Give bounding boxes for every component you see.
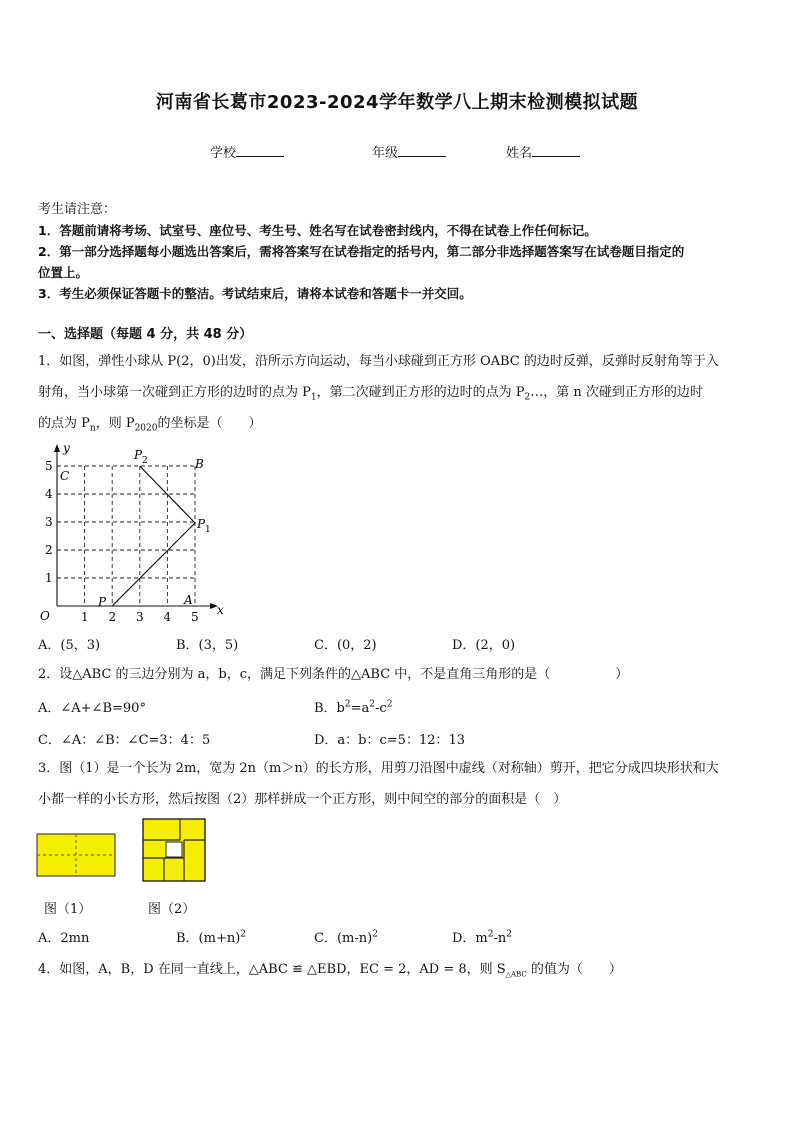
y-axis-arrow bbox=[54, 444, 60, 452]
q1-option-a[interactable]: A．(5，3) bbox=[38, 638, 101, 653]
q3-figure-1-rectangle bbox=[36, 832, 120, 880]
grade-field bbox=[372, 142, 446, 161]
y-tick-4: 4 bbox=[45, 487, 53, 501]
q3-option-d[interactable]: D．$m^2-n^2$ bbox=[452, 929, 512, 946]
q1-option-c[interactable]: C．(0，2) bbox=[314, 638, 377, 653]
q1-sub-n: n bbox=[89, 423, 96, 434]
x-tick-2: 2 bbox=[108, 610, 117, 624]
school-label: 学校 bbox=[210, 146, 237, 161]
point-p1-label: P bbox=[197, 517, 206, 531]
q3-line-1: 3．图（1）是一个长为 2m，宽为 2n（m＞n）的长方形，用剪刀沿图中虚线（对称轴）剪开，把它分成四块形状和大 bbox=[38, 761, 719, 776]
grade-blank bbox=[398, 144, 446, 157]
q1-sub-2: 2 bbox=[524, 392, 531, 403]
q1-option-b[interactable]: B．(3，5) bbox=[176, 638, 239, 653]
grade-label: 年级 bbox=[372, 146, 399, 161]
q2-option-c[interactable]: C．∠A：∠B：∠C=3：4：5 bbox=[38, 733, 211, 748]
school-field bbox=[210, 142, 284, 161]
q1-coordinate-figure bbox=[30, 442, 230, 624]
school-blank bbox=[236, 144, 284, 157]
point-p2-label: P bbox=[134, 448, 143, 462]
notice-item-1: 1．答题前请将考场、试室号、座位号、考生号、姓名写在试卷密封线内，不得在试卷上作任何标记。 bbox=[38, 223, 597, 238]
name-field bbox=[506, 142, 580, 161]
y-tick-1: 1 bbox=[45, 571, 53, 585]
y-tick-5: 5 bbox=[45, 459, 53, 473]
point-c-label: C bbox=[60, 469, 70, 483]
q1-line-3: 的点为 $P_n$，则 $P_{2020}$的坐标是（ ） bbox=[38, 416, 262, 434]
q1-line-1: 1．如图，弹性小球从 P(2，0)出发，沿所示方向运动，每当小球碰到正方形 OABC 的边时反弹，反弹时反射角等于入 bbox=[38, 354, 719, 369]
x-tick-5: 5 bbox=[191, 610, 199, 624]
q3-option-b[interactable]: B．$(m+n)^2$ bbox=[176, 929, 247, 946]
q1-sub-1: 1 bbox=[310, 392, 317, 403]
q1-sub-2020: 2020 bbox=[134, 423, 158, 434]
origin-label: O bbox=[40, 609, 50, 623]
q3-figure-2-caption: 图（2） bbox=[148, 902, 196, 917]
y-tick-2: 2 bbox=[45, 543, 53, 557]
name-blank bbox=[532, 144, 580, 157]
q2-option-d[interactable]: D．a：b：c=5：12：13 bbox=[314, 733, 466, 748]
y-tick-3: 3 bbox=[45, 515, 53, 529]
q1-line-2: 射角，当小球第一次碰到正方形的边时的点为 $P_1$，第二次碰到正方形的边时的点为 $P_2\dots$，第 n 次碰到正方形的边时 bbox=[38, 385, 703, 403]
x-axis-label: x bbox=[217, 603, 224, 617]
ball-path bbox=[112, 466, 195, 606]
section-heading: 一、选择题（每题 4 分，共 48 分） bbox=[38, 327, 253, 342]
q3-figure-2-square bbox=[142, 818, 208, 882]
x-tick-3: 3 bbox=[136, 610, 144, 624]
q4-stem: 4．如图，A，B，D 在同一直线上，△ABC ≌ △EBD，EC = 2，AD = 8，则 $S_{\triangle ABC}$ 的值为（ ） bbox=[38, 962, 622, 979]
q2-option-b[interactable]: B．$b^2=a^2-c^2$ bbox=[314, 699, 393, 716]
point-p1-sub: 1 bbox=[205, 525, 211, 535]
notice-item-2: 2．第一部分选择题每小题选出答案后，需将答案写在试卷指定的括号内，第二部分非选择题答案写在试卷题目指定的 bbox=[38, 244, 685, 259]
grid-lines bbox=[57, 466, 195, 606]
q1-option-d[interactable]: D．(2，0) bbox=[452, 638, 516, 653]
point-p2-sub: 2 bbox=[142, 456, 148, 466]
page-title: 河南省长葛市2023-2024学年数学八上期末检测模拟试题 bbox=[155, 92, 639, 113]
q3-figure-1-caption: 图（1） bbox=[44, 902, 92, 917]
name-label: 姓名 bbox=[506, 146, 533, 161]
q4-area-sub: △ABC bbox=[505, 970, 527, 979]
x-tick-1: 1 bbox=[81, 610, 89, 624]
notice-item-3: 3．考生必须保证答题卡的整洁。考试结束后，请将本试卷和答题卡一并交回。 bbox=[38, 286, 472, 301]
q3-option-a[interactable]: A．2mn bbox=[38, 931, 90, 946]
q3-option-c[interactable]: C．$(m-n)^2$ bbox=[314, 929, 378, 946]
q2-option-a[interactable]: A．∠A+∠B=90° bbox=[38, 701, 146, 716]
y-axis-label: y bbox=[63, 442, 70, 455]
point-p-label: P bbox=[98, 595, 107, 609]
x-tick-4: 4 bbox=[163, 610, 172, 624]
point-a-label: A bbox=[184, 593, 193, 607]
q2-stem: 2．设△ABC 的三边分别为 a，b，c，满足下列条件的△ABC 中，不是直角三角形的是（ ） bbox=[38, 667, 629, 682]
point-b-label: B bbox=[195, 457, 204, 471]
notice-heading: 考生请注意： bbox=[38, 202, 117, 217]
q3-line-2: 小都一样的小长方形，然后按图（2）那样拼成一个正方形，则中间空的部分的面积是（ ） bbox=[38, 792, 567, 807]
notice-item-2-cont: 位置上。 bbox=[38, 265, 89, 280]
